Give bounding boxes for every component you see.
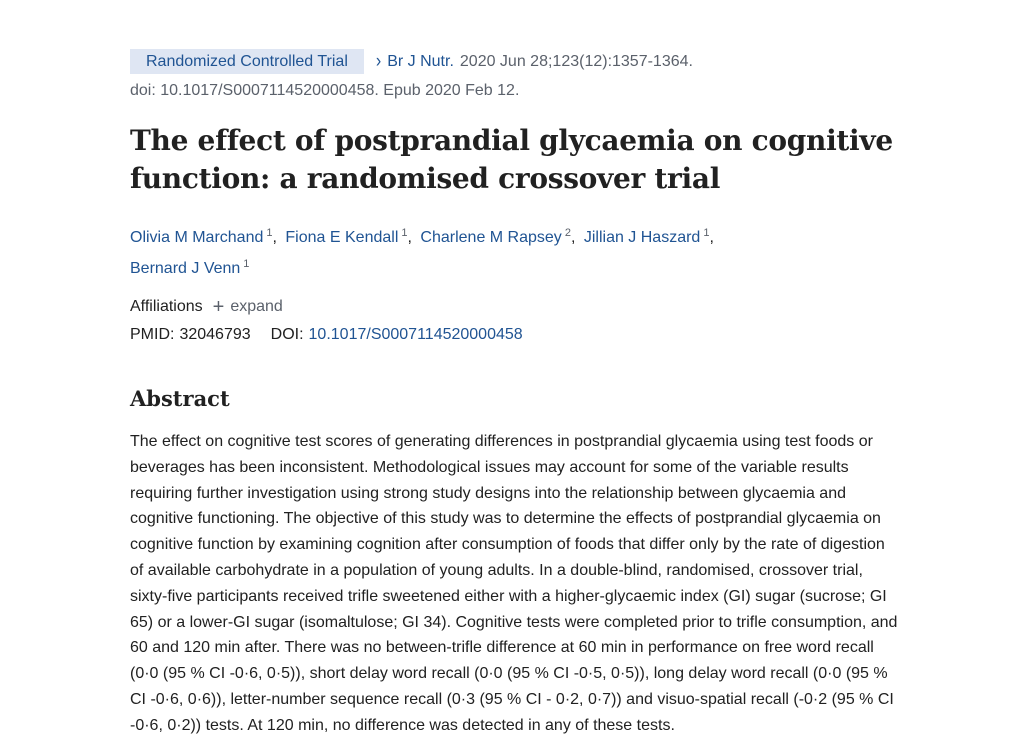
author-list <box>130 220 830 282</box>
affiliations-expand-button[interactable] <box>213 297 283 317</box>
affiliation-ref[interactable]: 1 <box>243 258 250 270</box>
identifiers-row <box>130 324 900 346</box>
pmid-label: PMID: <box>130 326 175 343</box>
article-meta-row <box>130 49 900 74</box>
affiliation-ref[interactable]: 2 <box>564 227 571 239</box>
author-link[interactable] <box>584 229 710 246</box>
doi-label: DOI: <box>270 326 304 343</box>
author-name: Bernard J Venn <box>130 260 241 277</box>
author-name: Charlene M Rapsey <box>420 229 562 246</box>
author-name: Jillian J Haszard <box>583 229 701 246</box>
author-name: Fiona E Kendall <box>285 229 399 246</box>
pmid-value: 32046793 <box>179 326 251 343</box>
author-link[interactable] <box>420 229 571 246</box>
separator: , <box>407 229 412 246</box>
chevron-right-icon: › <box>375 50 382 72</box>
author-link[interactable] <box>130 260 249 277</box>
plus-icon: + <box>212 296 225 318</box>
affiliation-ref[interactable]: 1 <box>266 227 273 239</box>
doi-epub-line: doi: 10.1017/S0007114520000458. Epub 2020 Feb 12. <box>130 82 520 99</box>
separator: , <box>272 229 277 246</box>
citation-text: 2020 Jun 28;123(12):1357-1364. <box>459 52 693 70</box>
affiliation-ref[interactable]: 1 <box>703 227 710 239</box>
doi-link[interactable]: 10.1017/S0007114520000458 <box>308 326 523 343</box>
affiliation-ref[interactable]: 1 <box>401 227 408 239</box>
author-name: Olivia M Marchand <box>130 229 264 246</box>
expand-label: expand <box>230 298 283 315</box>
abstract-heading: Abstract <box>130 386 230 411</box>
affiliations-label: Affiliations <box>130 298 203 315</box>
journal-link[interactable]: Br J Nutr. <box>387 52 454 70</box>
abstract-text: The effect on cognitive test scores of generating differences in postprandial glycaemia using test foods or beverages has been inconsistent. Methodological issues may account for some of the variable results requiring further investigation using strong study designs into the relationship between glycaemia and cognitive functioning. The objective of this study was to determine the effects of postprandial glycaemia on cognitive function by examining cognition after consumption of foods that differ only by the rate of digestion of available carbohydrate in a population of young adults. In a double-blind, randomised, crossover trial, sixty-five participants received trifle sweetened either with a higher-glycaemic index (GI) sugar (sucrose; GI 65) or a lower-GI sugar (isomaltulose; GI 34). Cognitive tests were completed prior to trifle consumption, and 60 and 120 min after. There was no between-trifle difference at 60 min in performance on free word recall (0·0 (95 % CI -0·6, 0·5)), short delay word recall (0·0 (95 % CI -0·5, 0·5)), long delay word recall (0·0 (95 % CI -0·6, 0·6)), letter-number sequence recall (0·3 (95 % CI - 0·2, 0·7)) and visuo-spatial recall (-0·2 (95 % CI -0·6, 0·2)) tests. At 120 min, no difference was detected in any of these tests. <box>130 433 898 734</box>
article-main <box>130 49 900 739</box>
separator: , <box>570 229 576 246</box>
separator: , <box>709 229 714 246</box>
article-title: The effect of postprandial glycaemia on cognitive function: a randomised crossover trial <box>130 124 893 195</box>
author-link[interactable] <box>130 229 273 246</box>
publication-type-badge[interactable]: Randomized Controlled Trial <box>130 49 364 74</box>
affiliations-row <box>130 296 900 318</box>
author-link[interactable] <box>285 229 407 246</box>
